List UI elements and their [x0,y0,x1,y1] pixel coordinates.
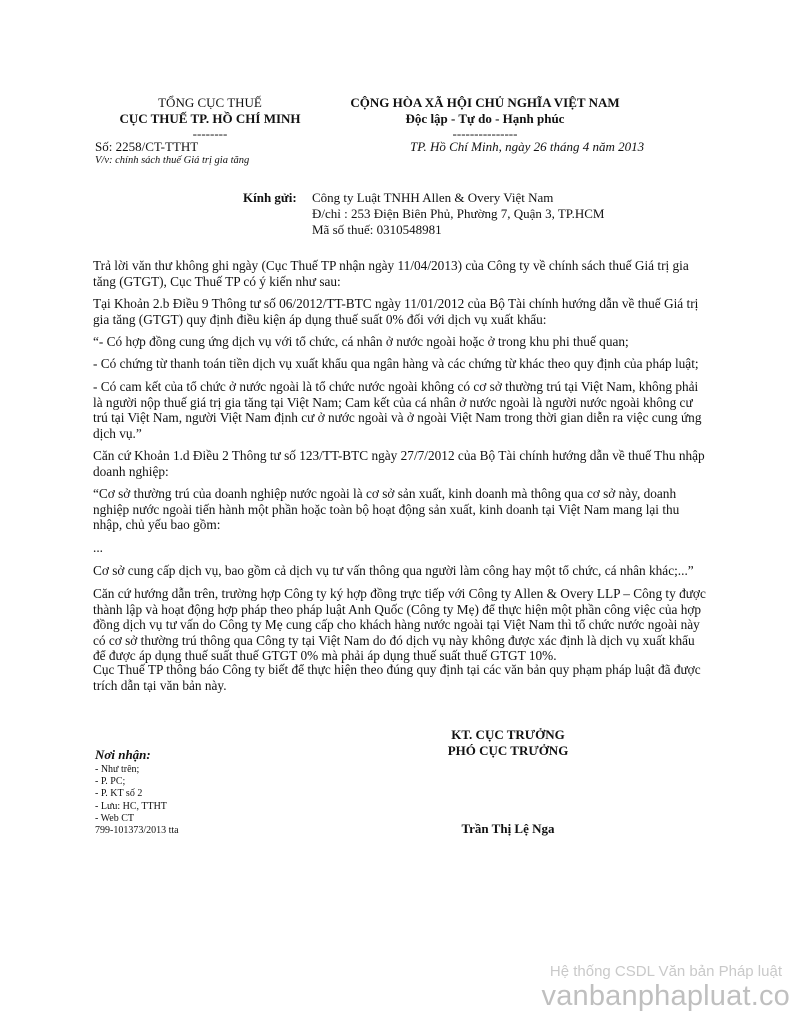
header-right-divider: --------------- [452,126,518,141]
paragraph-6: Căn cứ Khoản 1.d Điều 2 Thông tư số 123/TT-BTC ngày 27/7/2012 của Bộ Tài chính hướng dẫn về thuế Thu nhập doanh nghiệp: [93,448,705,479]
paragraph-2: Tại Khoản 2.b Điều 9 Thông tư số 06/2012/TT-BTC ngày 11/01/2012 của Bộ Tài chính hướng dẫn về thuế Giá trị gia tăng (GTGT) quy định điều kiện áp dụng thuế suất 0% đối với dịch vụ xuất khẩu: [93,296,699,327]
motto: Độc lập - Tự do - Hạnh phúc [405,111,565,126]
header-left [95,95,325,141]
recipient-name: Công ty Luật TNHH Allen & Overy Việt Nam [312,190,554,205]
recipient-item: - P. PC; [95,776,126,788]
recipient-item: - Như trên; [95,764,140,775]
document-number: Số: 2258/CT-TTHT [95,139,199,154]
signer-title-1: KT. CỤC TRƯỞNG [451,727,565,742]
recipient-tax-code: Mã số thuế: 0310548981 [312,222,442,237]
paragraph-4: - Có chứng từ thanh toán tiền dịch vụ xuất khẩu qua ngân hàng và các chứng từ khác theo quy định của pháp luật; [93,356,699,371]
paragraph-10: Cục Thuế TP thông báo Công ty biết để thực hiện theo đúng quy định tại các văn bản quy phạm pháp luật đã được trích dẫn tại văn bản này. [93,662,701,693]
place-date: TP. Hồ Chí Minh, ngày 26 tháng 4 năm 2013 [410,139,645,154]
signer-name: Trần Thị Lệ Nga [461,821,555,836]
watermark-line-1: Hệ thống CSDL Văn bản Pháp luật [549,963,782,980]
paragraph-7: “Cơ sở thường trú của doanh nghiệp nước ngoài là cơ sở sản xuất, kinh doanh mà thông qua cơ sở này, doanh nghiệp nước ngoài tiến hành một phần hoặc toàn bộ hoạt động sản xuất, kinh doanh tại Việt Nam mang lại thu nhập, chủ yếu bao gồm: [93,486,680,533]
recipient-item: 799-101373/2013 tta [95,825,179,837]
recipient-item: - P. KT số 2 [95,788,143,800]
paragraph-9: Căn cứ hướng dẫn trên, trường hợp Công ty ký hợp đồng trực tiếp với Công ty Allen & Overy LLP – Công ty được thành lập và hoạt động hợp pháp theo pháp luật Anh Quốc (Công ty Mẹ) để thực hiện một phần công việc của hợp đồng dịch vụ tư vấn do Công ty Mẹ cung cấp cho khách hàng nước ngoài tại Việt Nam thì tổ chức nước ngoài này có cơ sở thường trú thông qua Công ty tại Việt Nam do đó dịch vụ này không được xác định là dịch vụ xuất khẩu để được áp dụng thuế suất thuế GTGT 0% mà phải áp dụng thuế suất thuế GTGT 10%. [93,586,706,664]
header-right [330,95,640,141]
recipients-label: Nơi nhận: [95,747,151,762]
paragraph-5: - Có cam kết của tổ chức ở nước ngoài là tổ chức nước ngoài không có cơ sở thường trú tại Việt Nam, không phải là người nộp thuế giá trị gia tăng tại Việt Nam; Cam kết của cá nhân ở nước ngoài là người nước ngoài không cư trú tại Việt Nam, người Việt Nam định cư ở nước ngoài và ở ngoài Việt Nam trong thời gian diễn ra việc cung ứng dịch vụ.” [93,379,702,441]
nation-title: CỘNG HÒA XÃ HỘI CHỦ NGHĨA VIỆT NAM [350,95,620,110]
office-name: CỤC THUẾ TP. HỒ CHÍ MINH [119,111,301,126]
recipient-item: - Web CT [95,812,135,824]
recipient-block [312,190,604,238]
paragraph-3: “- Có hợp đồng cung ứng dịch vụ với tổ chức, cá nhân ở nước ngoài hoặc ở trong khu phi thuế quan; [93,334,629,349]
signer-title-2: PHÓ CỤC TRƯỞNG [447,743,569,758]
recipient-address: Đ/chỉ : 253 Điện Biên Phủ, Phường 7, Quận 3, TP.HCM [312,206,605,221]
recipient-item: - Lưu: HC, TTHT [95,800,167,812]
header-left-divider: -------- [192,126,228,141]
recipients-list [95,764,179,837]
paragraph-8: Cơ sở cung cấp dịch vụ, bao gồm cả dịch vụ tư vấn thông qua người làm công hay một tổ chức, cá nhân khác;...” [93,563,694,578]
agency-name: TỔNG CỤC THUẾ [158,95,262,110]
paragraph-ellipsis: ... [93,540,103,555]
document-subject: V/v: chính sách thuế Giá trị gia tăng [95,155,250,166]
watermark-line-2: vanbanphapluat.co [541,980,790,1012]
paragraph-1: Trả lời văn thư không ghi ngày (Cục Thuế TP nhận ngày 11/04/2013) của Công ty về chính sách thuế Giá trị gia tăng (GTGT), Cục Thuế TP có ý kiến như sau: [93,258,689,289]
recipient-label: Kính gửi: [243,190,297,205]
signature-titles [408,727,608,759]
